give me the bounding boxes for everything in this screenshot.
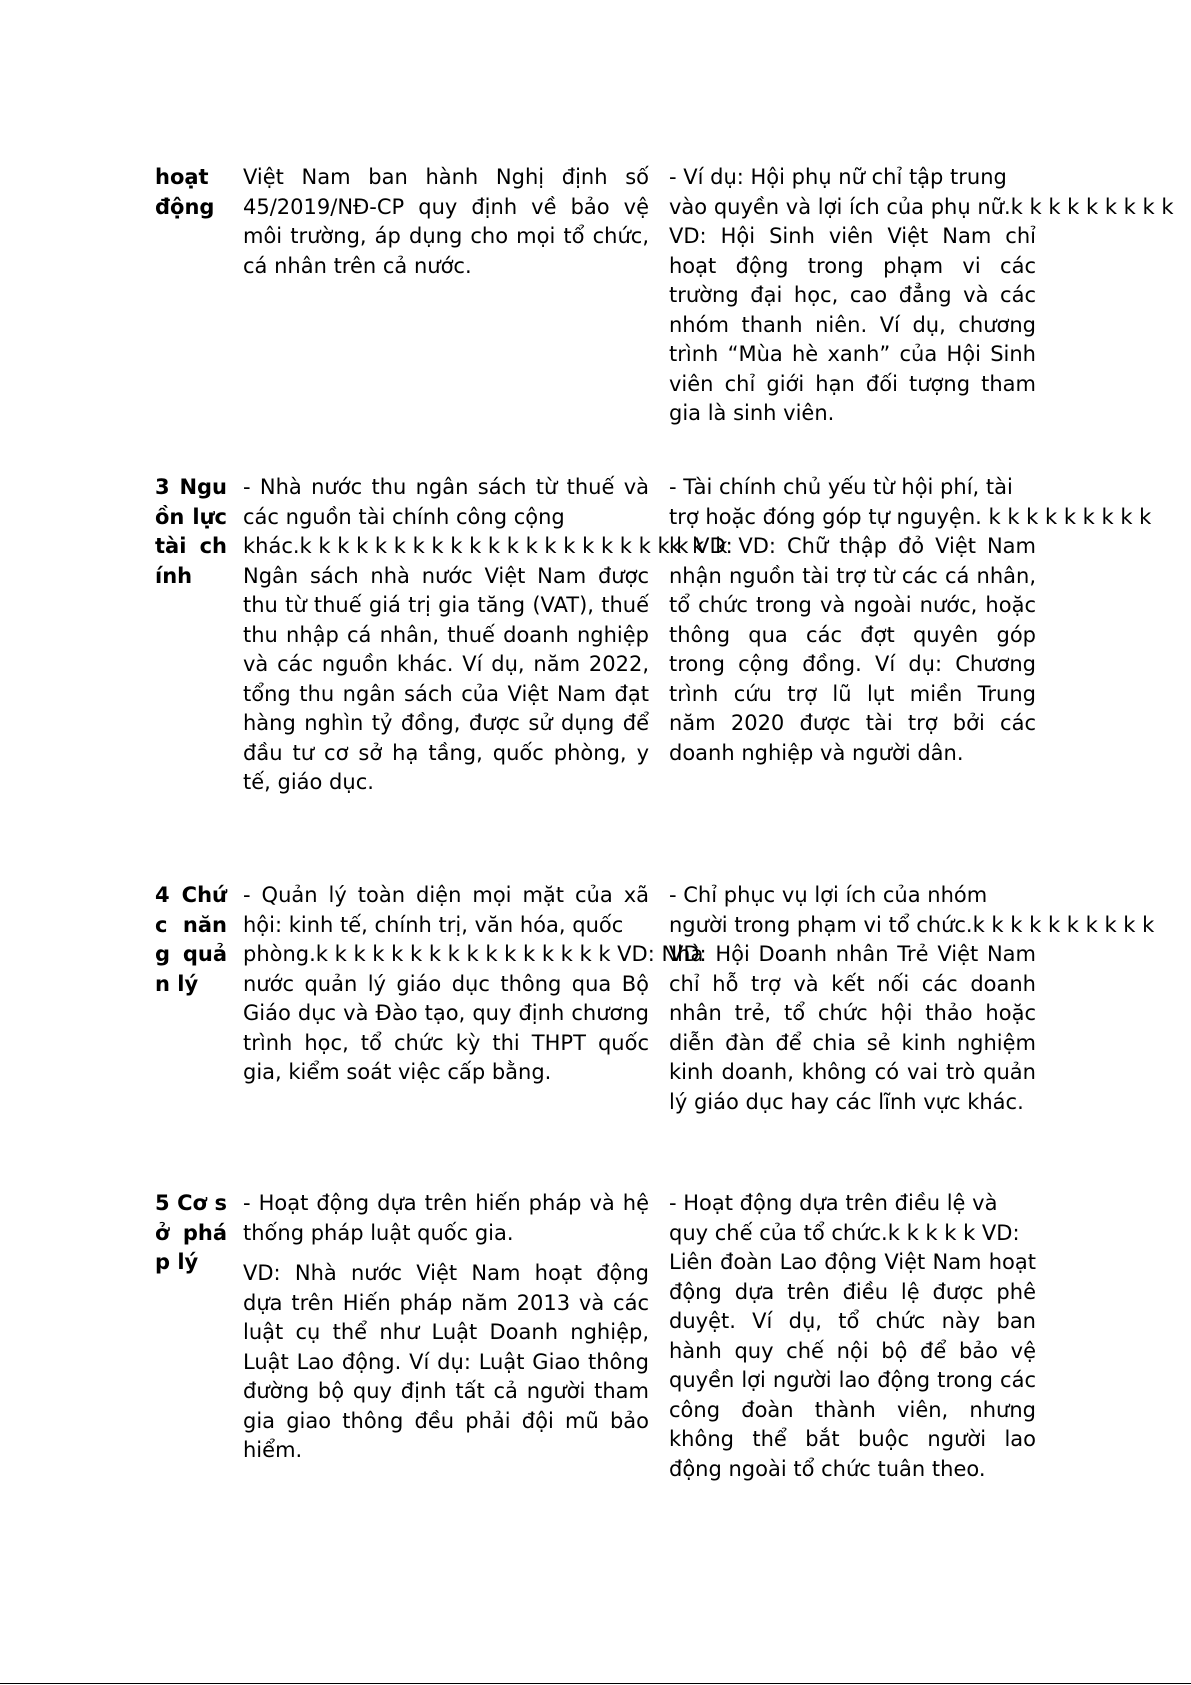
org-overflow-line: quy chế của tổ chức.k k k k k VD: (669, 1220, 1020, 1245)
state-cell (243, 163, 649, 281)
state-paragraph-lead: - Nhà nước thu ngân sách từ thuế và các nguồn tài chính công cộng (243, 475, 649, 529)
organization-cell (669, 881, 1155, 1117)
state-paragraph: nước quản lý giáo dục thông qua Bộ Giáo dục và Đào tạo, quy định chương trình học, tổ chức kỳ thi THPT quốc gia, kiểm soát việc cấp bằng. (243, 971, 649, 1084)
state-overflow-line: khác.k k k k k k k k k k k k k k k k k k k k k VD: (243, 534, 733, 558)
state-cell (243, 881, 704, 1088)
org-paragraph: VD: Hội Sinh viên Việt Nam chỉ hoạt động trong phạm vi các trường đại học, cao đẳng và các nhóm thanh niên. Ví dụ, chương trình “Mùa hè xanh” của Hội Sinh viên chỉ giới hạn đối tượng tham gia là sinh viên. (669, 224, 1036, 425)
org-paragraph: VD: Hội Doanh nhân Trẻ Việt Nam chỉ hỗ trợ và kết nối các doanh nhân trẻ, tổ chức hội thảo hoặc diễn đàn để chia sẻ kinh nghiệm kinh doanh, không có vai trò quản lý giáo dục hay các lĩnh vực khác. (669, 942, 1036, 1114)
state-paragraph-lead: - Quản lý toàn diện mọi mặt của xã hội: kinh tế, chính trị, văn hóa, quốc (243, 883, 649, 937)
state-cell (243, 473, 733, 798)
org-paragraph-lead: - Hoạt động dựa trên điều lệ và (669, 1191, 998, 1215)
org-overflow-line: người trong phạm vi tổ chức.k k k k k k k k k k (669, 912, 1155, 937)
state-paragraph: - Hoạt động dựa trên hiến pháp và hệ thống pháp luật quốc gia. (243, 1191, 649, 1245)
row-label: 5 Cơ sở pháp lý (155, 1191, 227, 1274)
organization-cell (669, 473, 1152, 768)
org-paragraph-lead: - Tài chính chủ yếu từ hội phí, tài (669, 475, 1013, 499)
page-bottom-rule (0, 1683, 1191, 1684)
row-label: 3 Nguồn lực tài chính (155, 475, 227, 588)
row-label: 4 Chức năng quản lý (155, 883, 227, 996)
state-paragraph: VD: Nhà nước Việt Nam hoạt động dựa trên Hiến pháp năm 2013 và các luật cụ thể như Luật Doanh nghiệp, Luật Lao động. Ví dụ: Luật Giao thông đường bộ quy định tất cả người tham gia giao thông đều phải đội mũ bảo hiểm. (243, 1261, 649, 1462)
state-paragraph: Ngân sách nhà nước Việt Nam được thu từ thuế giá trị gia tăng (VAT), thuế thu nhập cá nhân, thuế doanh nghiệp và các nguồn khác. Ví dụ, năm 2022, tổng thu ngân sách của Việt Nam đạt hàng nghìn tỷ đồng, được sử dụng để đầu tư cơ sở hạ tầng, quốc phòng, y tế, giáo dục. (243, 563, 649, 794)
org-overflow-line: trợ hoặc đóng góp tự nguyện. k k k k k k k k k (669, 504, 1152, 529)
row-label: hoạt động (155, 165, 215, 219)
state-paragraph: Việt Nam ban hành Nghị định số 45/2019/NĐ-CP quy định về bảo vệ môi trường, áp dụng cho mọi tổ chức, cá nhân trên cả nước. (243, 165, 649, 278)
state-overflow-line: phòng.k k k k k k k k k k k k k k k k VD: Nhà (243, 942, 704, 966)
org-paragraph: k k k VD: Chữ thập đỏ Việt Nam nhận nguồn tài trợ từ các cá nhân, tổ chức trong và ngoài nước, hoặc thông qua các đợt quyên góp trong cộng đồng. Ví dụ: Chương trình cứu trợ lũ lụt miền Trung năm 2020 được tài trợ bởi các doanh nghiệp và người dân. (669, 534, 1036, 765)
org-paragraph: Liên đoàn Lao động Việt Nam hoạt động dựa trên điều lệ được phê duyệt. Ví dụ, tổ chức này ban hành quy chế nội bộ để bảo vệ quyền lợi người lao động trong các công đoàn thành viên, nhưng không thể bắt buộc người lao động ngoài tổ chức tuân theo. (669, 1250, 1036, 1481)
org-overflow-line: vào quyền và lợi ích của phụ nữ.k k k k k k k k k (669, 194, 1174, 219)
org-paragraph-lead: - Chỉ phục vụ lợi ích của nhóm (669, 883, 988, 907)
state-cell (243, 1189, 649, 1466)
org-paragraph-lead: - Ví dụ: Hội phụ nữ chỉ tập trung (669, 165, 1007, 189)
organization-cell (669, 163, 1174, 429)
organization-cell (669, 1189, 1036, 1484)
